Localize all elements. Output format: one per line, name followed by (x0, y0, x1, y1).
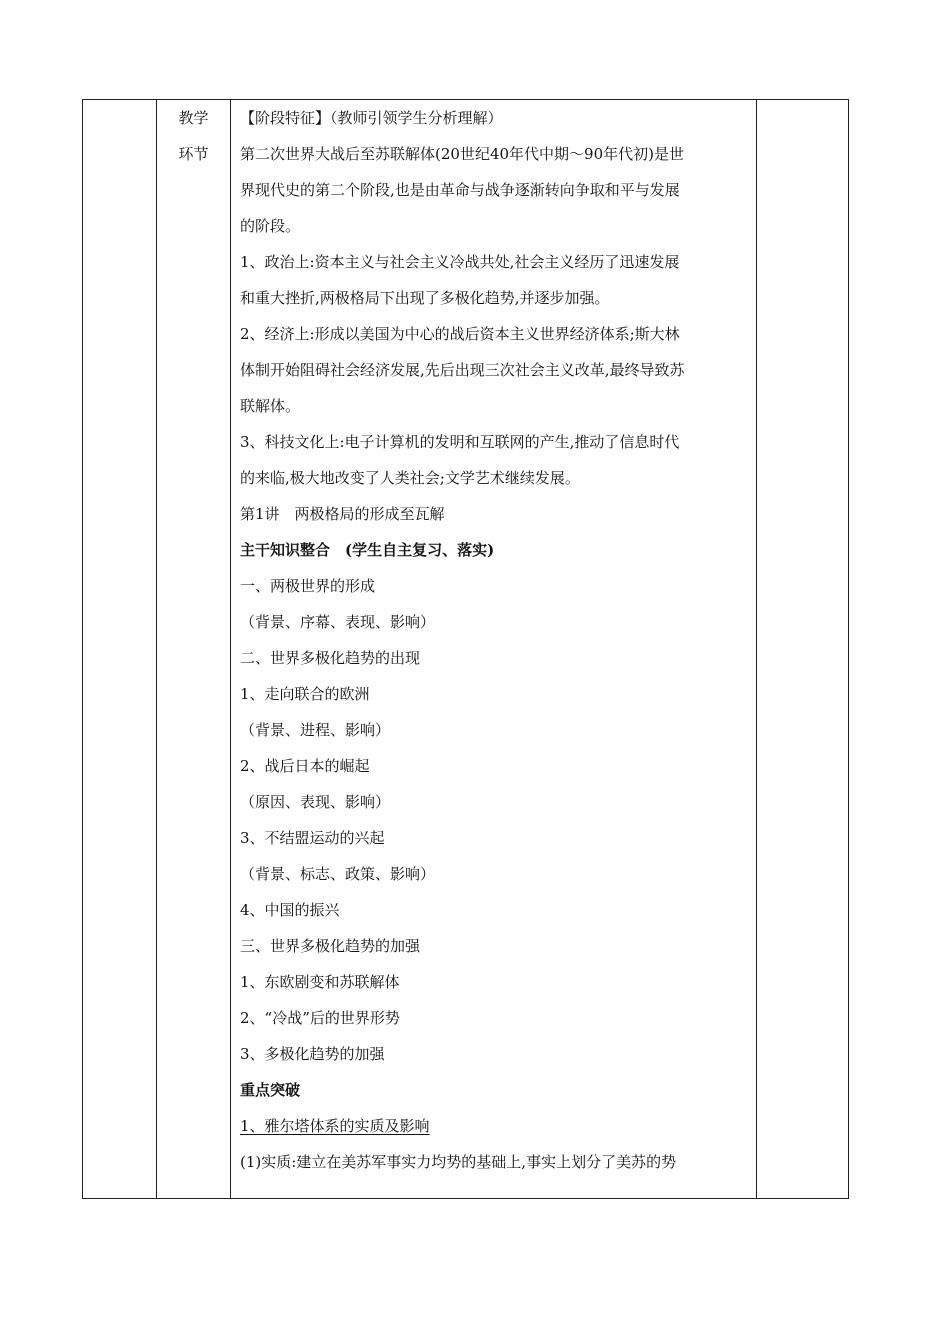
content-line: 一、两极世界的形成 (240, 577, 376, 595)
content-line: 3、科技文化上:电子计算机的发明和互联网的产生,推动了信息时代 (240, 433, 680, 451)
content-line: 4、中国的振兴 (240, 901, 340, 919)
column-divider-2 (230, 100, 231, 1198)
content-line: 第二次世界大战后至苏联解体(20世纪40年代中期～90年代初)是世 (240, 145, 684, 163)
content-line: 和重大挫折,两极格局下出现了多极化趋势,并逐步加强。 (240, 289, 610, 307)
lesson-table (82, 99, 849, 1199)
content-line: 的来临,极大地改变了人类社会;文学艺术继续发展。 (240, 469, 580, 487)
content-line: 1、雅尔塔体系的实质及影响 (240, 1117, 430, 1135)
content-line: 二、世界多极化趋势的出现 (240, 649, 421, 667)
content-line: 的阶段。 (240, 217, 301, 235)
content-line: 3、不结盟运动的兴起 (240, 829, 385, 847)
content-line: 1、政治上:资本主义与社会主义冷战共处,社会主义经历了迅速发展 (240, 253, 680, 271)
section-label (157, 100, 230, 172)
content-line: （背景、序幕、表现、影响） (240, 613, 436, 631)
section-label-line-2: 环节 (178, 145, 209, 163)
content-line: 2、战后日本的崛起 (240, 757, 370, 775)
content-line: 3、多极化趋势的加强 (240, 1045, 385, 1063)
column-divider-3 (756, 100, 757, 1198)
content-line: （原因、表现、影响） (240, 793, 391, 811)
content-line: 1、走向联合的欧洲 (240, 685, 370, 703)
column-divider-1 (156, 100, 157, 1198)
content-line: 三、世界多极化趋势的加强 (240, 937, 421, 955)
content-line: 界现代史的第二个阶段,也是由革命与战争逐渐转向争取和平与发展 (240, 181, 680, 199)
content-line: （背景、进程、影响） (240, 721, 391, 739)
content-line: 【阶段特征】（教师引领学生分析理解） (240, 109, 503, 127)
content-line: 主干知识整合 (学生自主复习、落实) (240, 541, 495, 559)
content-line: 第1讲 两极格局的形成至瓦解 (240, 505, 445, 523)
content-line: 2、“冷战”后的世界形势 (240, 1009, 400, 1027)
content-line: 联解体。 (240, 397, 301, 415)
content-line: 1、东欧剧变和苏联解体 (240, 973, 400, 991)
section-label-line-1: 教学 (178, 109, 209, 127)
content-line: (1)实质:建立在美苏军事实力均势的基础上,事实上划分了美苏的势 (240, 1153, 677, 1171)
content-line: 体制开始阻碍社会经济发展,先后出现三次社会主义改革,最终导致苏 (240, 361, 685, 379)
content-line: 重点突破 (240, 1081, 301, 1099)
content-line: （背景、标志、政策、影响） (240, 865, 436, 883)
lesson-content (240, 100, 753, 1180)
content-line: 2、经济上:形成以美国为中心的战后资本主义世界经济体系;斯大林 (240, 325, 680, 343)
